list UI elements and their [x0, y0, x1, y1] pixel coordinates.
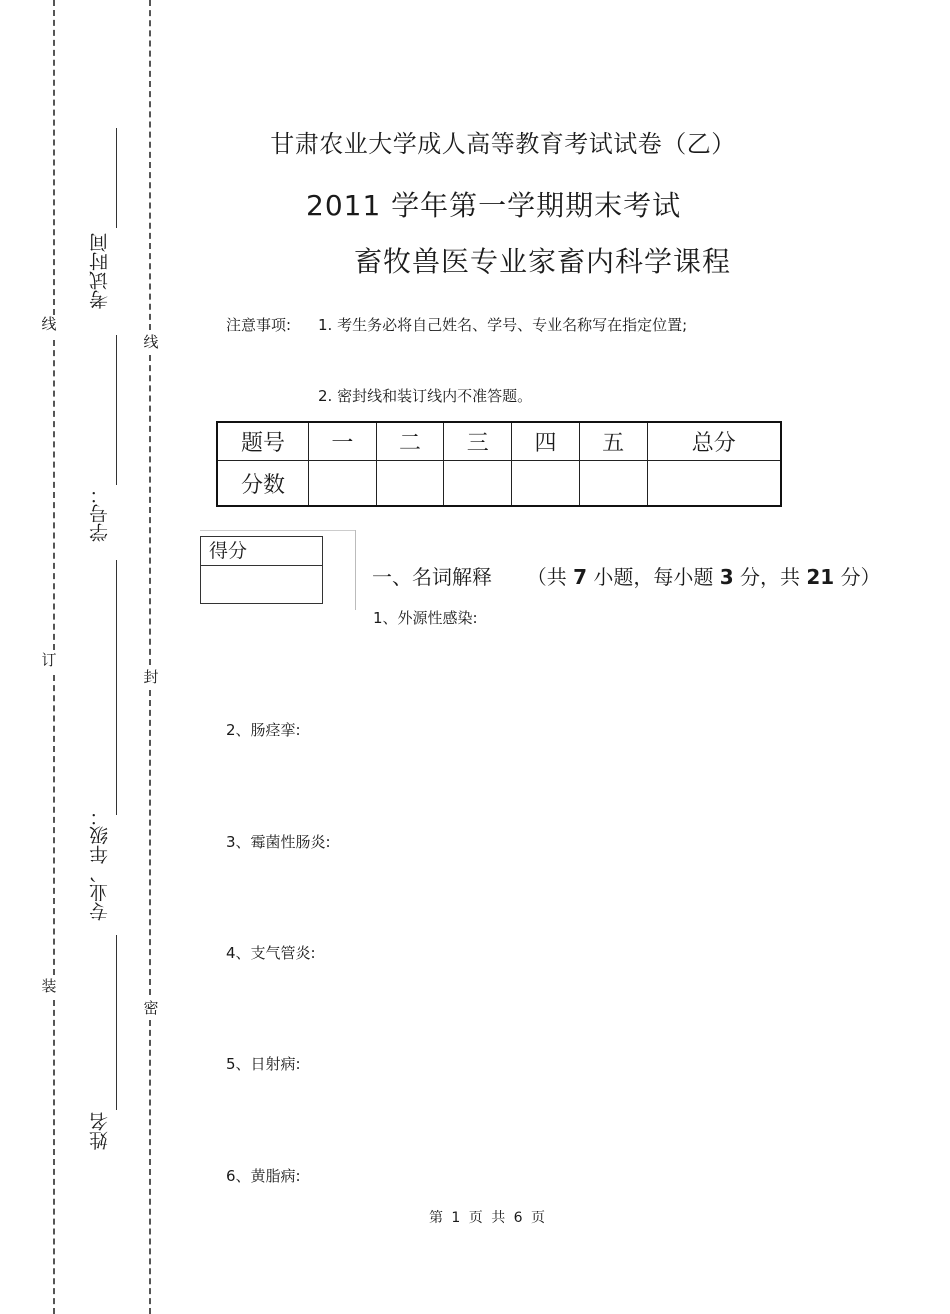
score-table-header: 题号 — [217, 422, 309, 461]
term-title: 2011 学年第一学期期末考试 — [306, 189, 682, 222]
score-table-header: 三 — [444, 422, 512, 461]
section-score-label: 得分 — [201, 537, 322, 566]
name-fill-line — [116, 935, 117, 1110]
outer-binding-line-segment — [53, 1000, 55, 1314]
notes-item-2: 2. 密封线和装订线内不准答题。 — [318, 387, 533, 405]
score-table-header-row — [217, 422, 781, 461]
school-title: 甘肃农业大学成人高等教育考试试卷（乙） — [270, 130, 736, 158]
section-score-value[interactable] — [201, 566, 322, 602]
section-1-title: 一、名词解释 — [372, 565, 492, 589]
page-number: 第 1 页 共 6 页 — [428, 1210, 546, 1226]
grade-fill-line — [116, 560, 117, 815]
score-table-header: 一 — [309, 422, 377, 461]
score-table-header: 二 — [376, 422, 444, 461]
notes-label: 注意事项: — [226, 316, 292, 334]
inner-secret-label: 密 — [143, 999, 159, 1017]
score-box-frame-right — [355, 530, 356, 610]
inner-seal-label: 封 — [143, 668, 159, 686]
outer-binding-line-segment — [53, 675, 55, 975]
question-item: 5、日射病: — [226, 1055, 301, 1073]
notes-item-1: 1. 考生务必将自己姓名、学号、专业名称写在指定位置; — [318, 316, 688, 334]
score-cell[interactable] — [512, 461, 580, 507]
score-cell[interactable] — [309, 461, 377, 507]
question-item: 2、肠痉挛: — [226, 721, 301, 739]
outer-line-label: 线 — [41, 315, 57, 333]
section-1-total-points: 21 — [806, 565, 835, 589]
outer-bind-label: 订 — [41, 651, 57, 669]
score-cell[interactable] — [444, 461, 512, 507]
name-field-label: 姓名 — [89, 1112, 111, 1150]
score-table-header: 四 — [512, 422, 580, 461]
grade-major-field-label: 专业、年级： — [89, 807, 111, 921]
outer-pack-label: 装 — [41, 977, 57, 995]
question-item: 4、支气管炎: — [226, 944, 316, 962]
outer-binding-line-segment — [53, 340, 55, 650]
section-1-paren-close: 分） — [840, 565, 881, 589]
score-table-header: 总分 — [647, 422, 781, 461]
section-1-paren-open: （共 — [526, 565, 567, 589]
section-1-num-questions: 7 — [573, 565, 587, 589]
score-table-header: 五 — [579, 422, 647, 461]
section-1-points-each: 3 — [719, 565, 734, 589]
score-table — [216, 421, 782, 507]
score-cell[interactable] — [647, 461, 781, 507]
inner-seal-line-segment — [149, 355, 151, 665]
question-item: 6、黄脂病: — [226, 1167, 301, 1185]
section-1-mid2: 分，共 — [740, 565, 800, 589]
section-score-box — [200, 536, 323, 604]
score-cell[interactable] — [579, 461, 647, 507]
student-id-fill-line — [116, 335, 117, 485]
score-box-frame-top — [200, 530, 355, 531]
score-table-row — [217, 461, 781, 507]
inner-seal-line-segment — [149, 1020, 151, 1314]
section-1-mid1: 小题，每小题 — [593, 565, 714, 589]
section-1-heading — [372, 561, 881, 590]
question-item: 1、外源性感染: — [373, 609, 478, 627]
course-title: 畜牧兽医专业家畜内科学课程 — [354, 245, 732, 278]
inner-seal-line-segment — [149, 0, 151, 330]
inner-line-label: 线 — [143, 333, 159, 351]
inner-seal-line-segment — [149, 690, 151, 995]
question-item: 3、霉菌性肠炎: — [226, 833, 331, 851]
student-id-field-label: 学号： — [89, 485, 111, 542]
exam-time-field-label: 考试时间 — [89, 233, 111, 309]
score-row-label: 分数 — [217, 461, 309, 507]
score-cell[interactable] — [376, 461, 444, 507]
